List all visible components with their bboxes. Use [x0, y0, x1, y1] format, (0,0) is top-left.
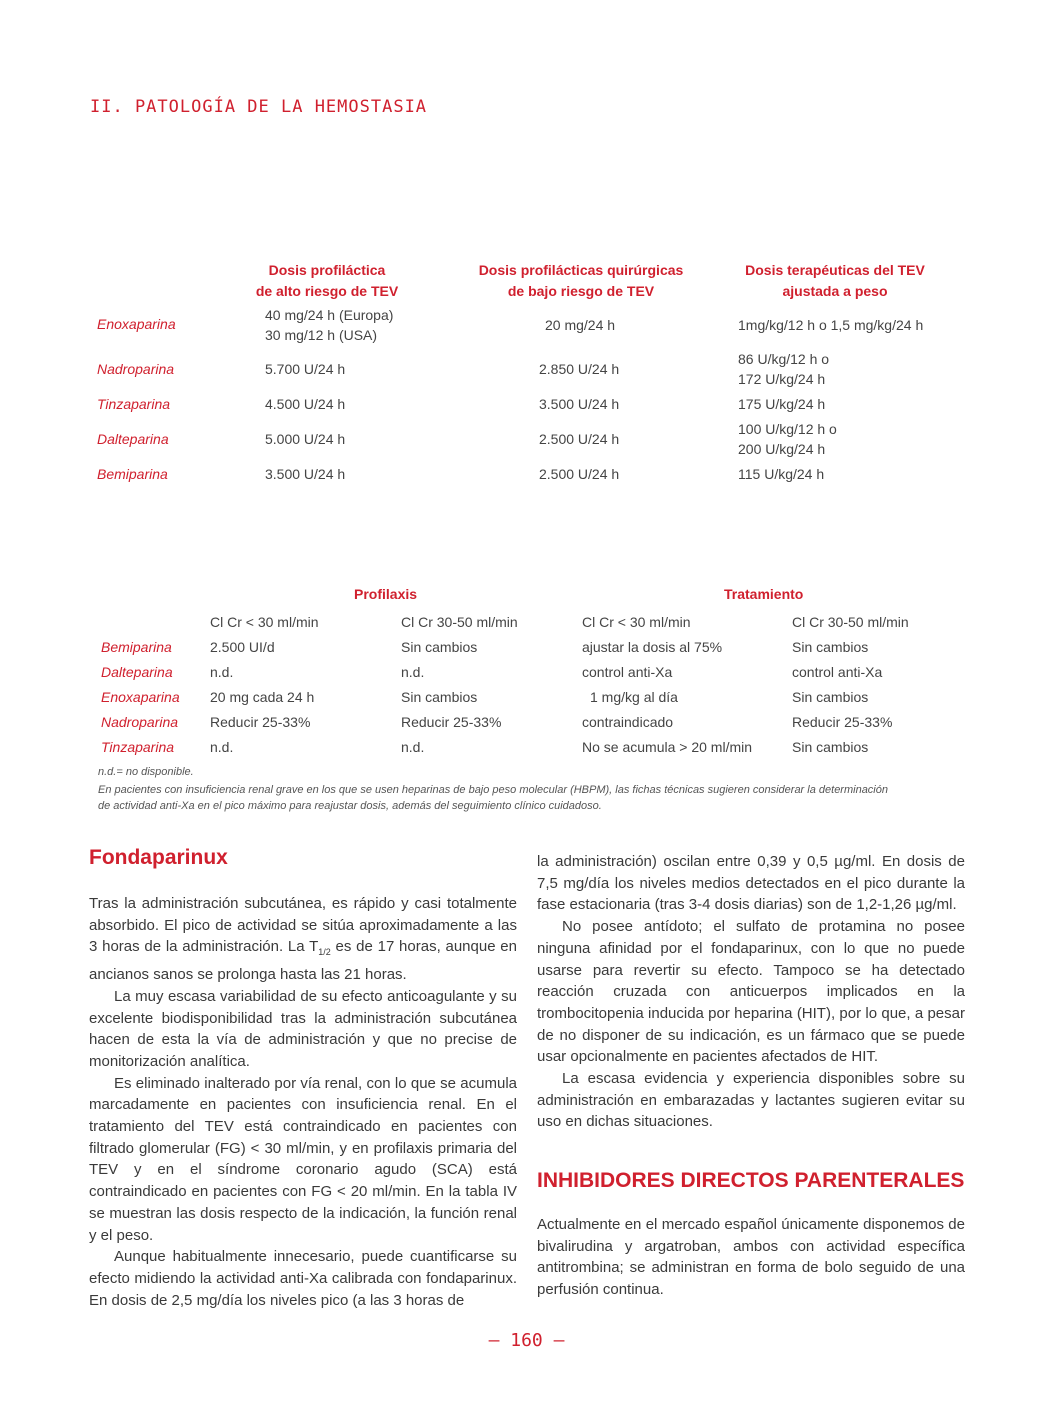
- table1-drug: Bemiparina: [97, 466, 168, 482]
- table2-cell: control anti-Xa: [792, 664, 883, 680]
- table2-subheader: Cl Cr 30-50 ml/min: [792, 614, 909, 630]
- table2-cell: Sin cambios: [792, 689, 869, 705]
- table2-cell: 20 mg cada 24 h: [210, 689, 315, 705]
- chapter-header: II. PATOLOGÍA DE LA HEMOSTASIA: [90, 97, 428, 117]
- table1-header-low-risk: Dosis profilácticas quirúrgicas de bajo riesgo de TEV: [478, 262, 684, 299]
- paragraph: Es eliminado inalterado por vía renal, con lo que se acumula marcadamente en pacientes con insuficiencia renal. En el tratamiento del TEV está contraindicado en pacientes con filtrado glomerular (FG) < 30 ml/min, y en profilaxis primaria del TEV y en el síndrome coronario agudo (SCA) está contraindicado en pacientes con FG < 20 ml/min. En la tabla IV se muestran las dosis respecto de la indicación, la función renal y el peso.: [89, 1074, 517, 1244]
- table1-cell: 5.000 U/24 h: [265, 431, 346, 447]
- table2-subheader: Cl Cr < 30 ml/min: [582, 614, 691, 630]
- table2-cell: ajustar la dosis al 75%: [582, 639, 723, 655]
- table1-cell: 40 mg/24 h (Europa) 30 mg/12 h (USA): [265, 307, 394, 343]
- table2-subheader: Cl Cr < 30 ml/min: [210, 614, 319, 630]
- paragraph: La muy escasa variabilidad de su efecto anticoagulante y su excelente biodisponibilidad tras la administración subcutánea hacen de esta la vía de administración y que no precise de monitorización analítica.: [89, 987, 517, 1070]
- table1-drug: Enoxaparina: [97, 316, 176, 332]
- table1-cell: 3.500 U/24 h: [265, 466, 346, 482]
- table2-cell: control anti-Xa: [582, 664, 673, 680]
- table1-cell: 100 U/kg/12 h o 200 U/kg/24 h: [738, 421, 837, 457]
- table2-group-tratamiento: Tratamiento: [724, 586, 804, 602]
- table2-cell: Reducir 25-33%: [210, 714, 311, 730]
- left-column-text: [89, 893, 517, 1311]
- table2-drug: Dalteparina: [101, 664, 173, 680]
- table2-group-profilaxis: Profilaxis: [354, 586, 418, 602]
- table1-header-therapeutic: Dosis terapéuticas del TEV ajustada a peso: [745, 262, 925, 299]
- table2-cell: No se acumula > 20 ml/min: [582, 739, 753, 755]
- table2-cell: n.d.: [401, 739, 425, 755]
- paragraph: Aunque habitualmente innecesario, puede cuantificarse su efecto midiendo la actividad anti-Xa calibrada con fondaparinux. En dosis de 2,5 mg/día los niveles pico (a las 3 horas de: [89, 1248, 517, 1309]
- table1-cell: 5.700 U/24 h: [265, 361, 346, 377]
- table1-cell: 2.850 U/24 h: [539, 361, 620, 377]
- table2-drug: Enoxaparina: [101, 689, 180, 705]
- table2-cell: n.d.: [401, 664, 425, 680]
- table1-cell: 115 U/kg/24 h: [738, 466, 825, 482]
- table2-drug: Tinzaparina: [101, 739, 175, 755]
- paragraph: la administración) oscilan entre 0,39 y 0,5 µg/ml. En dosis de 7,5 mg/día los niveles medios detectados en el pico durante la fase estacionaria (tras 3-4 dosis diarias) son de 1,2-1,26 µg/ml.: [537, 853, 965, 914]
- right-column-text: [537, 851, 965, 1133]
- table1-drug: Nadroparina: [97, 361, 175, 377]
- table1-drug: Tinzaparina: [97, 396, 171, 412]
- table2-cell: Sin cambios: [792, 639, 869, 655]
- table2-footnote: n.d.= no disponible. En pacientes con insuficiencia renal grave en los que se usen heparinas de bajo peso molecular (HBPM), las fichas técnicas sugieren considerar la determinación de actividad anti-Xa en el pico máximo para reajustar dosis, además del seguimiento clínico cuidadoso.: [98, 766, 888, 812]
- table2-cell: Sin cambios: [401, 639, 478, 655]
- table1-header-high-risk: Dosis profiláctica de alto riesgo de TEV: [255, 262, 399, 299]
- table2-drug: Nadroparina: [101, 714, 179, 730]
- section-heading-fondaparinux: Fondaparinux: [89, 846, 228, 869]
- table2-cell: Sin cambios: [401, 689, 478, 705]
- table2-cell: 1 mg/kg al día: [590, 689, 678, 705]
- table1-cell: 2.500 U/24 h: [539, 431, 620, 447]
- table2-drug: Bemiparina: [101, 639, 172, 655]
- table2-cell: contraindicado: [582, 714, 674, 730]
- table2-cell: Sin cambios: [792, 739, 869, 755]
- paragraph: La escasa evidencia y experiencia disponibles sobre su administración en embarazadas y lactantes sugieren evitar su uso en dichas situaciones.: [537, 1070, 965, 1131]
- table1-cell: 175 U/kg/24 h: [738, 396, 826, 412]
- table2-cell: Reducir 25-33%: [401, 714, 502, 730]
- right-column-text-2: [537, 1214, 965, 1301]
- table2-cell: 2.500 UI/d: [210, 639, 275, 655]
- paragraph: Actualmente en el mercado español únicamente disponemos de bivalirudina y argatroban, ambos con actividad específica antitrombina; se administran en forma de bolo seguido de una perfusión continua.: [537, 1216, 965, 1299]
- table2-cell: n.d.: [210, 739, 234, 755]
- table2-cell: n.d.: [210, 664, 234, 680]
- section-heading-inhibidores: INHIBIDORES DIRECTOS PARENTERALES: [537, 1169, 965, 1192]
- table1-drug: Dalteparina: [97, 431, 169, 447]
- paragraph: No posee antídoto; el sulfato de protamina no posee ninguna afinidad por el fondaparinux, con lo que no puede usarse para revertir su efecto. Tampoco se ha detectado reacción cruzada con anticuerpos implicados en la trombocitopenia inducida por heparina (HIT), por lo que, a pesar de no disponer de su indicación, es un fármaco que se puede usar opcionalmente en pacientes afectados de HIT.: [537, 918, 965, 1066]
- table1-cell: 4.500 U/24 h: [265, 396, 346, 412]
- table2-cell: Reducir 25-33%: [792, 714, 893, 730]
- table1-cell: 1mg/kg/12 h o 1,5 mg/kg/24 h: [738, 317, 924, 333]
- table1-cell: 3.500 U/24 h: [539, 396, 620, 412]
- table2-subheader: Cl Cr 30-50 ml/min: [401, 614, 518, 630]
- table1-cell: 86 U/kg/12 h o 172 U/kg/24 h: [738, 351, 830, 387]
- page-number: – 160 –: [488, 1330, 565, 1351]
- paragraph: Tras la administración subcutánea, es rápido y casi totalmente absorbido. El pico de actividad se sitúa aproximadamente a las 3 horas de la administración. La $T_{1/2}$ es de 17 horas, aunque en ancianos sanos se prolonga hasta las 21 horas.: [89, 895, 517, 984]
- table1-cell: 20 mg/24 h: [545, 317, 616, 333]
- table1-cell: 2.500 U/24 h: [539, 466, 620, 482]
